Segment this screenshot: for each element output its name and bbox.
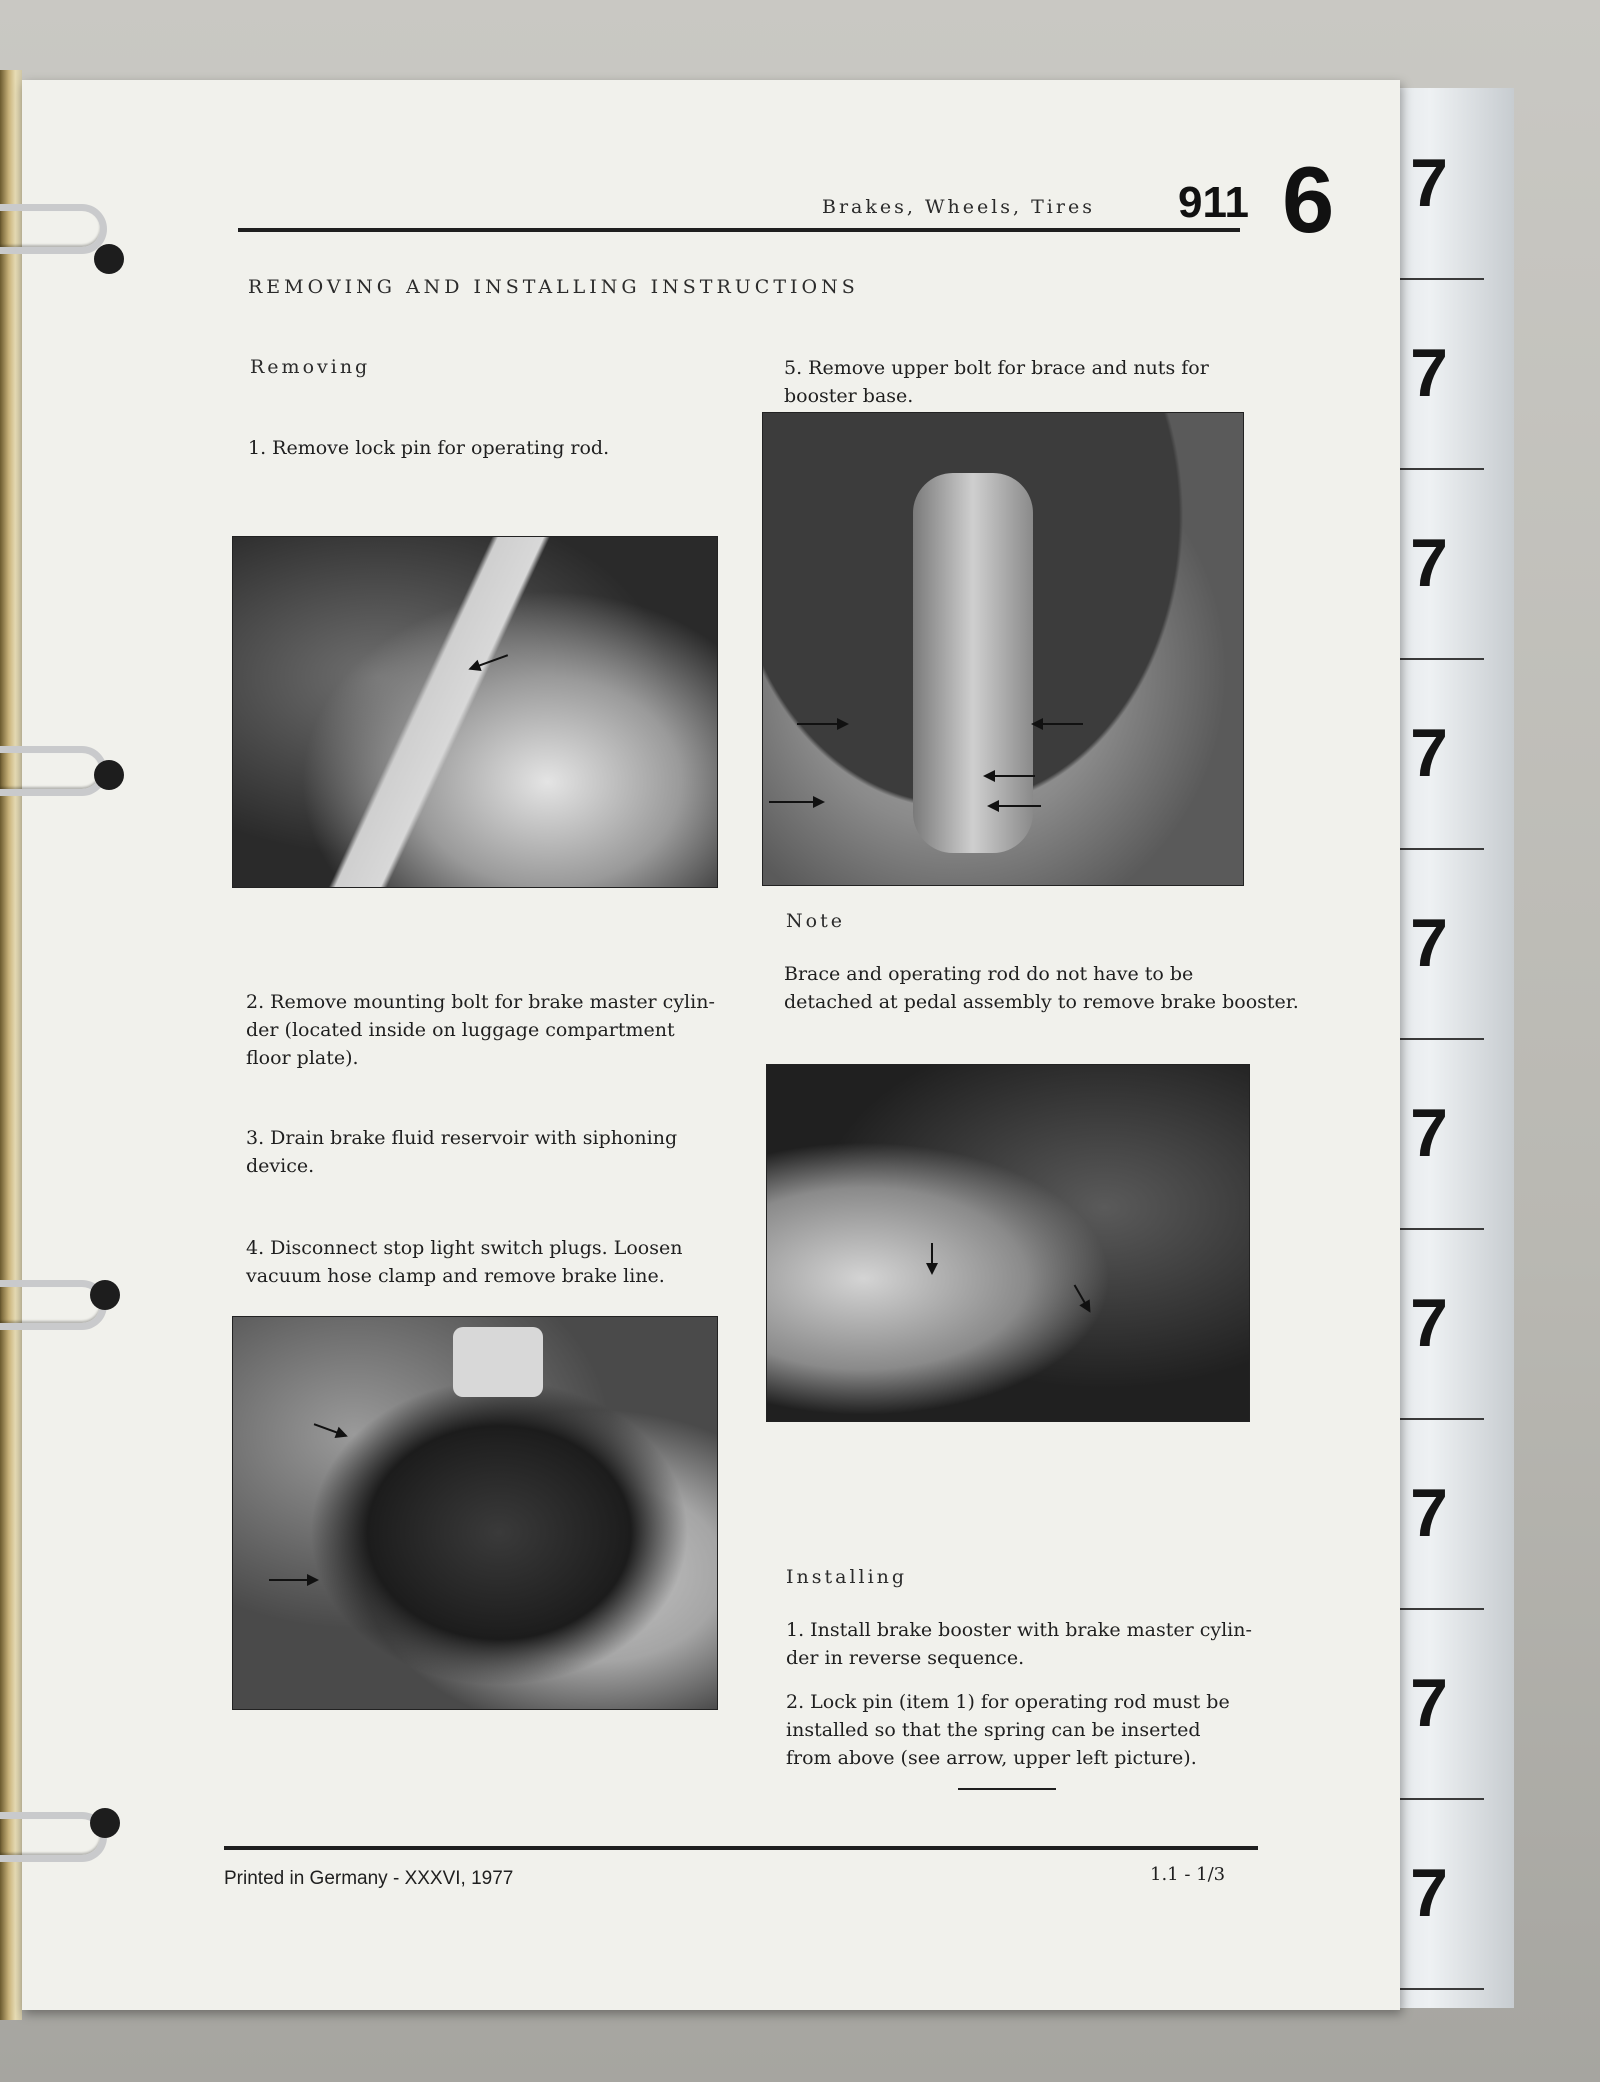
model-number: 911 [1178, 178, 1249, 227]
installing-step-1: 1. Install brake booster with brake master cylin- der in reverse sequence. [786, 1619, 1252, 1669]
arrow-icon [1033, 723, 1083, 725]
arrow-icon [985, 775, 1035, 777]
installing-step-2: 2. Lock pin (item 1) for operating rod must be installed so that the spring can be inserted from above (see arrow, upper left picture). [786, 1691, 1230, 1769]
punch-hole [90, 1808, 120, 1838]
removing-heading: Removing [250, 356, 371, 378]
arrow-icon [989, 805, 1041, 807]
punch-hole [94, 760, 124, 790]
arrow-icon [769, 801, 823, 803]
arrow-icon [470, 654, 508, 670]
removing-step-1: 1. Remove lock pin for operating rod. [248, 437, 610, 459]
header-rule [238, 228, 1240, 232]
arrow-icon [797, 723, 847, 725]
removing-step-2: 2. Remove mounting bolt for brake master cylin- der (located inside on luggage compartment floor plate). [246, 991, 715, 1069]
end-rule [958, 1788, 1056, 1790]
photo-booster-engine-bay [232, 1316, 718, 1710]
punch-hole [94, 244, 124, 274]
binder-ring [0, 204, 107, 254]
arrow-icon [314, 1423, 347, 1437]
installing-heading: Installing [786, 1566, 908, 1588]
photo-booster-base [762, 412, 1244, 886]
header-title: Brakes, Wheels, Tires [822, 196, 1095, 218]
arrow-icon [1074, 1285, 1091, 1312]
section-title: REMOVING AND INSTALLING INSTRUCTIONS [248, 276, 859, 298]
removing-step-3: 3. Drain brake fluid reservoir with siphoning device. [246, 1127, 678, 1177]
footer-rule [224, 1846, 1258, 1850]
fluid-reservoir [453, 1327, 543, 1397]
removing-step-5: 5. Remove upper bolt for brace and nuts for booster base. [784, 357, 1209, 407]
footer-page-number: 1.1 - 1/3 [1150, 1864, 1226, 1885]
group-number: 6 [1282, 147, 1335, 252]
photo-pedal-assembly [766, 1064, 1250, 1422]
tab-number: 7 [1410, 525, 1448, 601]
booster-housing [913, 473, 1033, 853]
tab-number: 7 [1410, 145, 1448, 221]
tab-number: 7 [1410, 335, 1448, 411]
tab-number: 7 [1410, 715, 1448, 791]
tab-number: 7 [1410, 1475, 1448, 1551]
tab-number: 7 [1410, 1285, 1448, 1361]
removing-step-4: 4. Disconnect stop light switch plugs. Loosen vacuum hose clamp and remove brake line. [246, 1237, 683, 1287]
binder-spine [0, 70, 22, 2020]
tab-number: 7 [1410, 1095, 1448, 1171]
tab-number: 7 [1410, 1665, 1448, 1741]
note-heading: Note [786, 910, 845, 932]
tab-number: 7 [1410, 905, 1448, 981]
arrow-icon [931, 1243, 933, 1273]
binder-ring [0, 746, 107, 796]
footer-printed: Printed in Germany - XXXVI, 1977 [224, 1868, 514, 1889]
note-text: Brace and operating rod do not have to be detached at pedal assembly to remove brake booster. [784, 963, 1299, 1013]
photo-operating-rod [232, 536, 718, 888]
arrow-icon [269, 1579, 317, 1581]
tab-number: 7 [1410, 1855, 1448, 1931]
punch-hole [90, 1280, 120, 1310]
